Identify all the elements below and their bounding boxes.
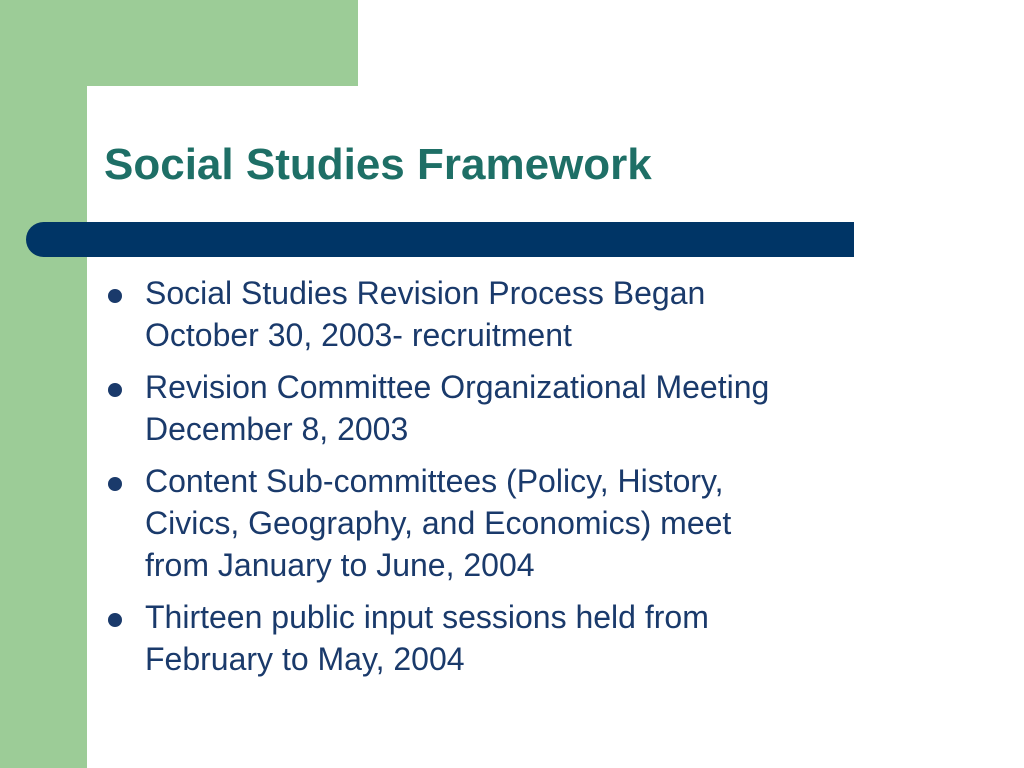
bullet-icon [108, 383, 122, 397]
bullet-icon [108, 477, 122, 491]
bullet-text-line: Civics, Geography, and Economics) meet [145, 505, 732, 541]
list-item [104, 272, 1004, 356]
bullet-text-line: October 30, 2003- recruitment [145, 317, 572, 353]
title-underline-bar [26, 222, 854, 257]
bullet-icon [108, 289, 122, 303]
bullet-text-line: Thirteen public input sessions held from [145, 599, 709, 635]
list-item [104, 596, 1004, 680]
green-side-band [0, 0, 87, 768]
list-item [104, 366, 1004, 450]
bullet-text-line: February to May, 2004 [145, 641, 465, 677]
bullet-text-line: Content Sub-committees (Policy, History, [145, 463, 724, 499]
list-item [104, 460, 1004, 586]
bullet-text-line: Social Studies Revision Process Began [145, 275, 706, 311]
slide-title: Social Studies Framework [104, 140, 652, 189]
bullet-text-line: Revision Committee Organizational Meeting [145, 369, 770, 405]
bullet-text-line: December 8, 2003 [145, 411, 409, 447]
green-top-band [0, 0, 358, 86]
bullet-list [104, 272, 1004, 690]
bullet-text-line: from January to June, 2004 [145, 547, 535, 583]
bullet-icon [108, 613, 122, 627]
